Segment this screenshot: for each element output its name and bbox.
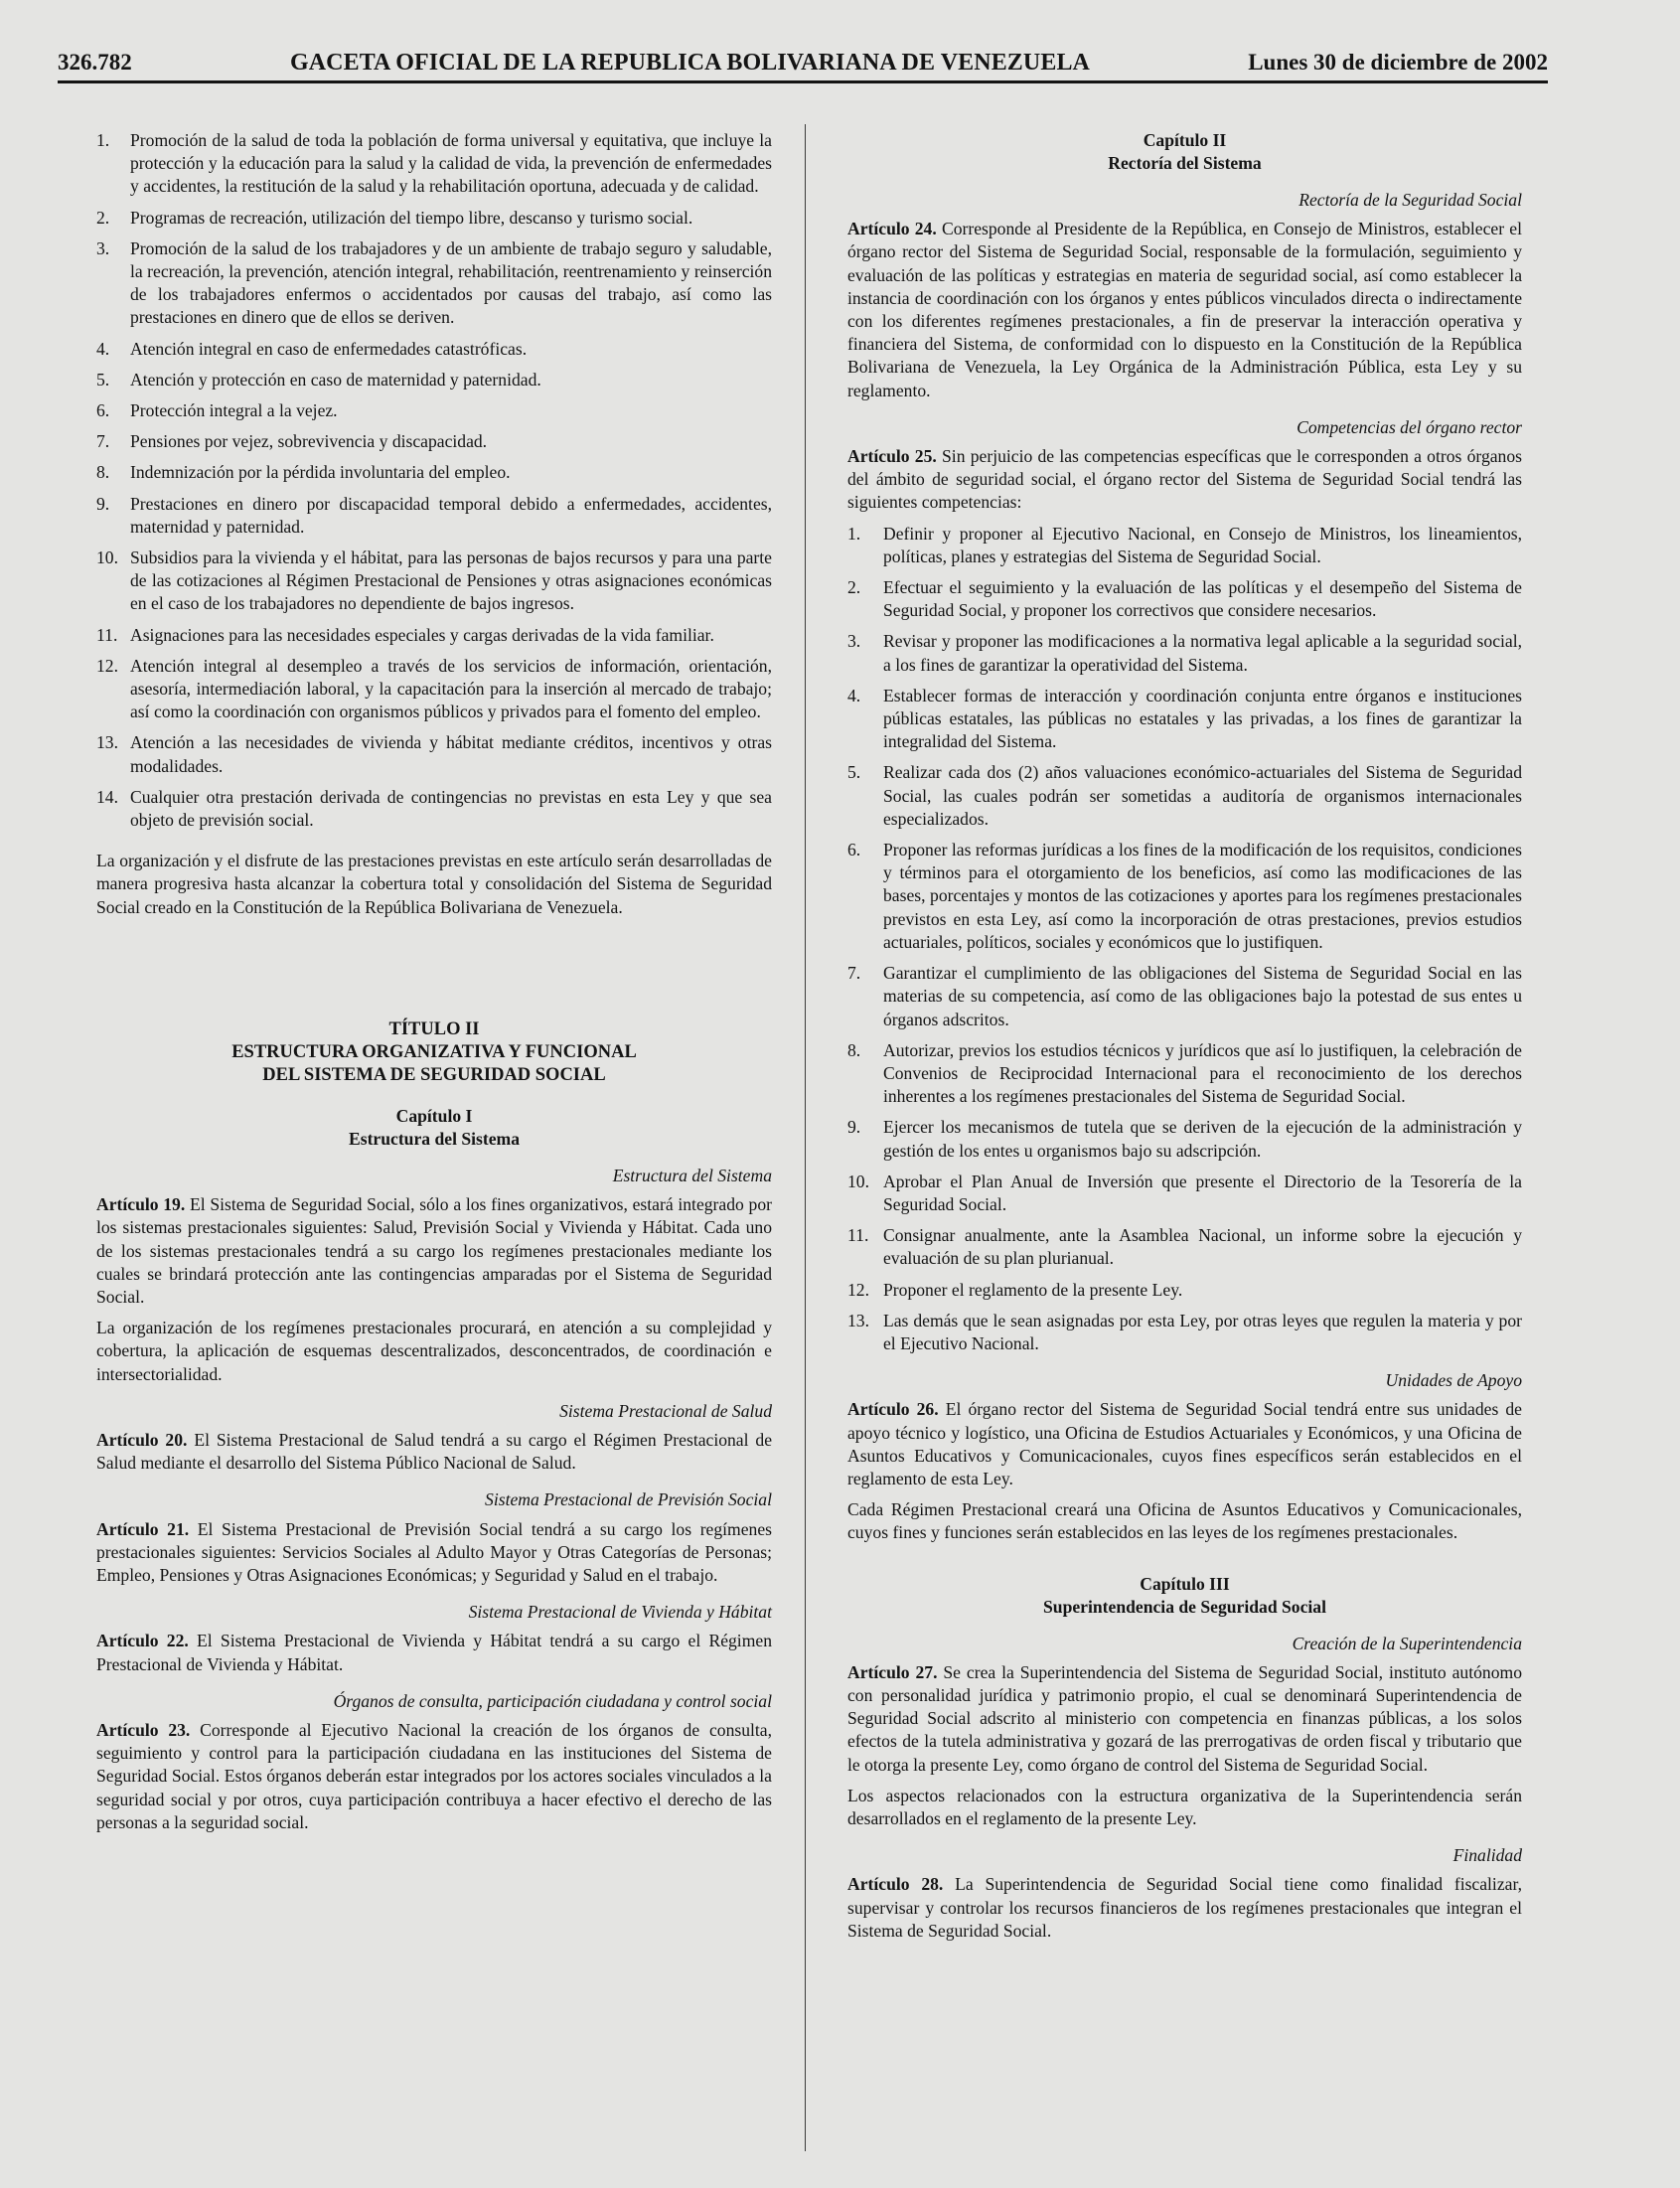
title-number: TÍTULO II xyxy=(388,1018,480,1039)
article-subheading: Estructura del Sistema xyxy=(612,1165,772,1185)
list-item-number: 6. xyxy=(847,840,861,860)
article-label: Artículo 23. xyxy=(96,1719,191,1740)
list-item-text: Atención integral en caso de enfermedades catastróficas. xyxy=(130,338,528,359)
list-item-text: Protección integral a la vejez. xyxy=(130,400,338,421)
list-item xyxy=(847,761,1522,831)
page-number: 326.782 xyxy=(58,50,132,75)
list-item-text: Atención a las necesidades de vivienda y hábitat mediante créditos, incentivos y otras modalidades. xyxy=(130,732,772,776)
article-label: Artículo 24. xyxy=(847,219,937,239)
article-24 xyxy=(847,218,1522,402)
article-text: El Sistema Prestacional de Vivienda y Hábitat tendrá a su cargo el Régimen Prestacional de Vivienda y Hábitat. xyxy=(96,1631,772,1674)
list-item-number: 9. xyxy=(96,493,110,514)
list-item-text: Subsidios para la vivienda y el hábitat, para las personas de bajos recursos y para una parte de las cotizaciones al Régimen Prestacional de Pensiones y otras asignaciones económicas en el caso de los trabajadores no dependiente de bajos ingresos. xyxy=(130,547,772,614)
list-item-number: 11. xyxy=(96,624,118,645)
list-item xyxy=(96,338,772,361)
list-item-text: Asignaciones para las necesidades especiales y cargas derivadas de la vida familiar. xyxy=(130,624,714,645)
list-item xyxy=(96,786,772,832)
article-text: Se crea la Superintendencia del Sistema de Seguridad Social, instituto autónomo con personalidad jurídica y patrimonio propio, el cual se denominará Superintendencia de Seguridad Social adscrito al ministerio con competencia en finanzas públicas, a los solos efectos de la tutela administrativa y gozará de las prerrogativas de orden fiscal y tributario que le otorga la presente Ley, como órgano de control del Sistema de Seguridad Social. xyxy=(847,1661,1522,1775)
chapter-number: Capítulo I xyxy=(395,1105,473,1126)
article-subheading: Finalidad xyxy=(1452,1845,1522,1866)
list-item-text: Aprobar el Plan Anual de Inversión que presente el Directorio de la Tesorería de la Seguridad Social. xyxy=(883,1171,1522,1214)
article-text: El Sistema Prestacional de Previsión Social tendrá a su cargo los regímenes prestacionales siguientes: Servicios Sociales al Adulto Mayor y Otras Categorías de Personas; Empleo, Pensiones y Otras Asignaciones Económicas; y Seguridad y Salud en el trabajo. xyxy=(96,1518,772,1585)
article-subheading: Unidades de Apoyo xyxy=(1385,1370,1522,1391)
article-label: Artículo 27. xyxy=(847,1661,938,1682)
list-item-number: 3. xyxy=(847,631,861,652)
article-label: Artículo 26. xyxy=(847,1399,939,1420)
list-item-number: 4. xyxy=(847,685,861,705)
list-item-number: 8. xyxy=(847,1039,861,1060)
page-header xyxy=(58,50,1548,83)
list-item-text: Promoción de la salud de toda la población de forma universal y equitativa, que incluye la protección y la educación para la salud y la calidad de vida, la prevención de enfermedades y accidentes, la restitución de la salud y la rehabilitación oportuna, adecuada y de calidad. xyxy=(130,130,772,197)
list-item xyxy=(847,685,1522,754)
list-item-number: 2. xyxy=(96,207,110,228)
left-list xyxy=(96,129,772,832)
chapter-heading xyxy=(847,129,1522,175)
list-item xyxy=(847,1310,1522,1355)
list-item-text: Consignar anualmente, ante la Asamblea Nacional, un informe sobre la ejecución y evaluación de su plan plurianual. xyxy=(883,1225,1522,1269)
article-text: El Sistema Prestacional de Salud tendrá a su cargo el Régimen Prestacional de Salud mediante el desarrollo del Sistema Público Nacional de Salud. xyxy=(96,1429,772,1474)
list-item-text: Definir y proponer al Ejecutivo Nacional, en Consejo de Ministros, los lineamientos, políticas, planes y estrategias del Sistema de Seguridad Social. xyxy=(883,523,1522,566)
list-item-text: Proponer las reformas jurídicas a los fines de la modificación de los requisitos, condiciones y términos para el otorgamiento de los beneficios, así como las modificaciones de las bases, porcentajes y montos de las cotizaciones y aportes para los regímenes prestacionales previstos en esta Ley, así como la incorporación de otras prestaciones, previos estudios actuariales, políticos, sociales y económicos que lo justifiquen. xyxy=(883,840,1522,952)
article-26-paragraph-2: Cada Régimen Prestacional creará una Oficina de Asuntos Educativos y Comunicacionales, cuyos fines y funciones serán establecidos en las leyes de los regímenes prestacionales. xyxy=(847,1499,1522,1543)
list-item-text: Programas de recreación, utilización del tiempo libre, descanso y turismo social. xyxy=(130,207,693,228)
closing-paragraph: La organización y el disfrute de las prestaciones previstas en este artículo serán desarrolladas de manera progresiva hasta alcanzar la cobertura total y consolidación del Sistema de Seguridad Social creado en la Constitución de la República Bolivariana de Venezuela. xyxy=(96,851,772,917)
list-item xyxy=(96,461,772,484)
chapter-heading xyxy=(96,1105,772,1151)
left-column xyxy=(96,129,772,1842)
article-23 xyxy=(96,1719,772,1834)
list-item xyxy=(96,369,772,391)
list-item-number: 14. xyxy=(96,786,118,807)
list-item xyxy=(847,630,1522,676)
list-item-number: 12. xyxy=(96,655,118,676)
list-item xyxy=(96,731,772,777)
list-item-text: Proponer el reglamento de la presente Ley. xyxy=(883,1279,1183,1300)
list-item xyxy=(847,962,1522,1031)
list-item xyxy=(847,1279,1522,1302)
article-label: Artículo 22. xyxy=(96,1631,189,1651)
list-item-number: 9. xyxy=(847,1117,861,1138)
list-item-text: Atención y protección en caso de maternidad y paternidad. xyxy=(130,369,541,390)
article-subheading: Creación de la Superintendencia xyxy=(1292,1633,1522,1653)
chapter-number: Capítulo II xyxy=(1143,130,1227,150)
article-label: Artículo 20. xyxy=(96,1429,188,1450)
chapter-heading xyxy=(847,1573,1522,1619)
list-item-text: Establecer formas de interacción y coordinación conjunta entre órganos e instituciones públicas estatales, las públicas no estatales y las privadas, a los fines de garantizar la integralidad del Sistema. xyxy=(883,685,1522,752)
list-item xyxy=(847,1116,1522,1162)
list-item xyxy=(847,1224,1522,1270)
list-item-text: Efectuar el seguimiento y la evaluación de las políticas y el desempeño del Sistema de Seguridad Social, y proponer los correctivos que considere necesarios. xyxy=(883,577,1522,621)
title-line-1: ESTRUCTURA ORGANIZATIVA Y FUNCIONAL xyxy=(231,1041,637,1062)
gazette-title: GACETA OFICIAL DE LA REPUBLICA BOLIVARIANA DE VENEZUELA xyxy=(289,50,1090,76)
list-item xyxy=(96,207,772,230)
list-item-number: 13. xyxy=(847,1310,869,1330)
list-item-number: 5. xyxy=(96,369,110,390)
list-item-text: Realizar cada dos (2) años valuaciones económico-actuariales del Sistema de Seguridad Social, las cuales podrán ser sometidas a auditoría de organismos internacionales especializados. xyxy=(883,762,1522,829)
list-item-number: 2. xyxy=(847,577,861,598)
list-item xyxy=(96,237,772,330)
article-text: El órgano rector del Sistema de Seguridad Social tendrá entre sus unidades de apoyo técnico y logístico, una Oficina de Estudios Actuariales y Económicos, y una Oficina de Asuntos Educativos y Comunicacionales, cuyos fines específicos serán establecidos en el reglamento de esta Ley. xyxy=(847,1399,1522,1488)
article-label: Artículo 28. xyxy=(847,1874,944,1895)
article-22 xyxy=(96,1630,772,1675)
article-27 xyxy=(847,1661,1522,1777)
list-item-number: 7. xyxy=(96,431,110,452)
list-item xyxy=(96,493,772,539)
issue-date: Lunes 30 de diciembre de 2002 xyxy=(1248,50,1548,75)
list-item-text: Cualquier otra prestación derivada de contingencias no previstas en esta Ley y que sea objeto de previsión social. xyxy=(130,786,772,831)
list-item-number: 1. xyxy=(96,130,110,150)
article-19-paragraph-2: La organización de los regímenes prestacionales procurará, en atención a su complejidad y cobertura, la aplicación de esquemas descentralizados, desconcentrados, de coordinación e intersectorialidad. xyxy=(96,1318,772,1384)
right-column xyxy=(847,129,1522,1951)
article-27-paragraph-2: Los aspectos relacionados con la estructura organizativa de la Superintendencia serán desarrollados en el reglamento de la presente Ley. xyxy=(847,1785,1522,1828)
article-subheading: Competencias del órgano rector xyxy=(1297,416,1522,437)
list-item-number: 6. xyxy=(96,400,110,421)
list-item-number: 11. xyxy=(847,1225,869,1246)
article-text: La Superintendencia de Seguridad Social tiene como finalidad fiscalizar, supervisar y controlar los recursos financieros de los regímenes prestacionales que integran el Sistema de Seguridad Social. xyxy=(847,1874,1522,1941)
article-26 xyxy=(847,1398,1522,1490)
article-subheading: Sistema Prestacional de Salud xyxy=(559,1400,772,1421)
list-item xyxy=(847,576,1522,622)
chapter-number: Capítulo III xyxy=(1140,1573,1230,1594)
article-subheading: Rectoría de la Seguridad Social xyxy=(1298,190,1522,210)
article-text: Sin perjuicio de las competencias específicas que le corresponden a otros órganos del ámbito de seguridad social, el órgano rector del Sistema de Seguridad Social tendrá las siguientes competencias: xyxy=(847,446,1522,513)
list-item xyxy=(96,129,772,199)
list-item-text: Garantizar el cumplimiento de las obligaciones del Sistema de Seguridad Social en las materias de su competencia, así como de las obligaciones bajo la potestad de sus entes u órganos adscritos. xyxy=(883,963,1522,1029)
title-line-2: DEL SISTEMA DE SEGURIDAD SOCIAL xyxy=(262,1064,606,1085)
article-subheading: Sistema Prestacional de Previsión Social xyxy=(485,1489,772,1510)
list-item-text: Autorizar, previos los estudios técnicos y jurídicos que así lo justifiquen, la celebración de Convenios de Reciprocidad Internacional para el reconocimiento de los derechos inherentes a los regímenes prestacionales del Sistema de Seguridad Social. xyxy=(883,1039,1522,1107)
list-item-text: Revisar y proponer las modificaciones a la normativa legal aplicable a la seguridad social, a los fines de garantizar la operatividad del Sistema. xyxy=(883,631,1522,675)
chapter-name: Estructura del Sistema xyxy=(348,1128,520,1149)
title-heading xyxy=(96,1018,772,1087)
list-item-number: 12. xyxy=(847,1279,869,1300)
list-item xyxy=(96,547,772,616)
column-divider xyxy=(805,124,806,2151)
list-item-number: 5. xyxy=(847,762,861,783)
list-item-number: 10. xyxy=(847,1171,869,1191)
list-item-number: 1. xyxy=(847,523,861,544)
list-item-text: Atención integral al desempleo a través de los servicios de información, orientación, asesoría, intermediación laboral, y la capacitación para la inserción al mercado de trabajo; así como la coordinación con organismos públicos y privados para el fomento del empleo. xyxy=(130,655,772,722)
list-item xyxy=(96,624,772,647)
list-item-text: Ejercer los mecanismos de tutela que se deriven de la ejecución de la administración y gestión de los entes u organismos bajo su adscripción. xyxy=(883,1117,1522,1161)
article-subheading: Órganos de consulta, participación ciudadana y control social xyxy=(333,1690,772,1711)
article-21 xyxy=(96,1518,772,1588)
article-28 xyxy=(847,1873,1522,1943)
article-text: Corresponde al Presidente de la República, en Consejo de Ministros, establecer el órgano rector del Sistema de Seguridad Social, responsable de la formulación, seguimiento y evaluación de las políticas y estrategias en materia de seguridad social, así como establecer la instancia de coordinación con los órganos y entes públicos vinculados directa o indirectamente con los diferentes regímenes prestacionales, a fin de preservar la interacción operativa y financiera del Sistema, de conformidad con lo dispuesto en la Constitución de la República Bolivariana de Venezuela, la Ley Orgánica de la Administración Pública, esta Ley y su reglamento. xyxy=(847,219,1522,400)
list-item-text: Pensiones por vejez, sobrevivencia y discapacidad. xyxy=(130,431,488,452)
chapter-name: Rectoría del Sistema xyxy=(1108,153,1262,173)
article-text: El Sistema de Seguridad Social, sólo a los fines organizativos, estará integrado por los sistemas prestacionales siguientes: Salud, Previsión Social y Vivienda y Hábitat. Cada uno de los sistemas prestacionales tendrá a su cargo los regímenes prestacionales mediante los cuales se brindará protección ante las contingencias amparadas por el Sistema de Seguridad Social. xyxy=(96,1194,772,1307)
list-item-number: 3. xyxy=(96,237,110,258)
right-list xyxy=(847,523,1522,1356)
article-20 xyxy=(96,1429,772,1475)
article-19 xyxy=(96,1193,772,1309)
chapter-name: Superintendencia de Seguridad Social xyxy=(1043,1596,1326,1617)
article-25 xyxy=(847,445,1522,515)
list-item-number: 7. xyxy=(847,963,861,984)
list-item xyxy=(847,839,1522,954)
list-item-text: Indemnización por la pérdida involuntaria del empleo. xyxy=(130,462,511,483)
list-item xyxy=(96,399,772,422)
article-label: Artículo 25. xyxy=(847,446,937,467)
article-text: Corresponde al Ejecutivo Nacional la creación de los órganos de consulta, seguimiento y control para la participación ciudadana en las instituciones del Sistema de Seguridad Social. Estos órganos deberán estar integrados por los actores sociales vinculados a la seguridad social y por otros, cuya participación contribuya a hacer efectivo el derecho de las personas a la seguridad social. xyxy=(96,1719,772,1832)
article-subheading: Sistema Prestacional de Vivienda y Hábitat xyxy=(468,1602,772,1623)
list-item xyxy=(96,655,772,724)
list-item-number: 13. xyxy=(96,732,118,753)
article-label: Artículo 21. xyxy=(96,1518,190,1539)
list-item-number: 8. xyxy=(96,462,110,483)
list-item xyxy=(847,1171,1522,1216)
list-item xyxy=(847,523,1522,568)
list-item-text: Promoción de la salud de los trabajadores y de un ambiente de trabajo seguro y saludable, la recreación, la prevención, atención integral, rehabilitación, reentrenamiento y reinserción de los trabajadores enfermos o accidentados por causas del trabajo, así como las prestaciones en dinero que de ellos se deriven. xyxy=(130,237,772,328)
list-item-number: 4. xyxy=(96,338,110,359)
list-item-text: Prestaciones en dinero por discapacidad temporal debido a enfermedades, accidentes, maternidad y paternidad. xyxy=(130,493,772,537)
list-item xyxy=(96,430,772,453)
list-item-number: 10. xyxy=(96,547,118,568)
article-label: Artículo 19. xyxy=(96,1194,186,1215)
list-item-text: Las demás que le sean asignadas por esta Ley, por otras leyes que regulen la materia y por el Ejecutivo Nacional. xyxy=(883,1310,1522,1353)
list-item xyxy=(847,1039,1522,1109)
